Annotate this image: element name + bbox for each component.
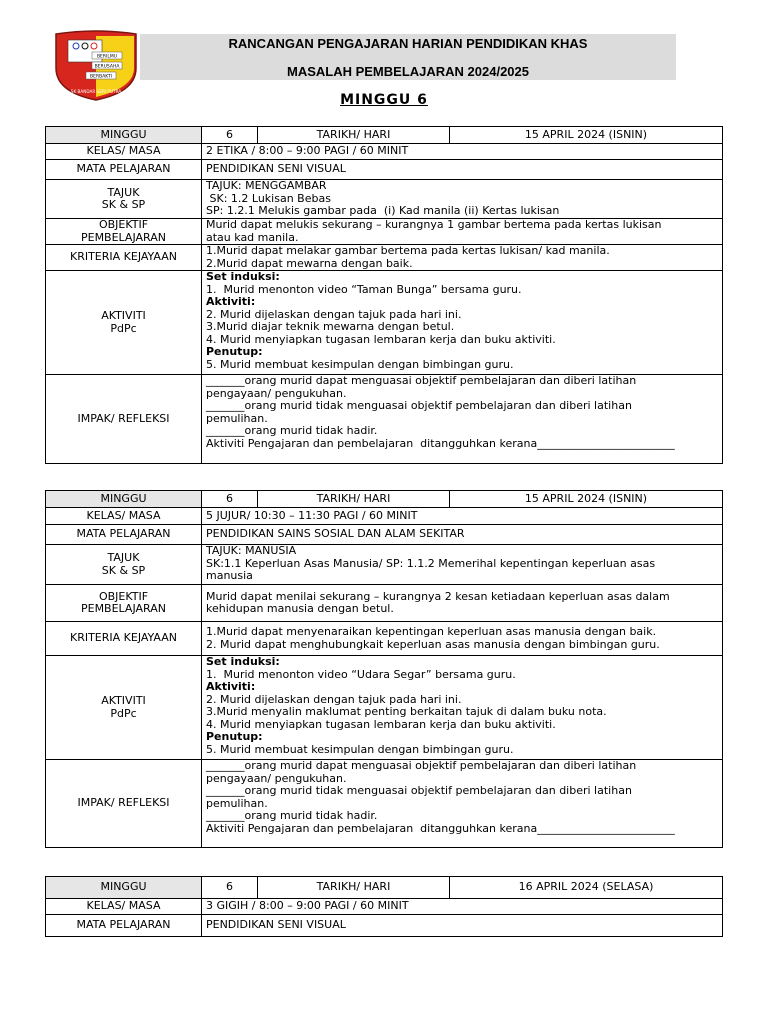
tarikh-value: 15 APRIL 2024 (ISNIN) bbox=[450, 127, 723, 144]
impak-label: IMPAK/ REFLEKSI bbox=[46, 375, 202, 464]
mata-pelajaran-label: MATA PELAJARAN bbox=[46, 525, 202, 545]
objektif-label: OBJEKTIF PEMBELAJARAN bbox=[46, 585, 202, 622]
tajuk-label: TAJUK SK & SP bbox=[46, 180, 202, 219]
tajuk-value: TAJUK: MANUSIA SK:1.1 Keperluan Asas Manusia/ SP: 1.1.2 Memerihal kepentingan keperluan asas manusia bbox=[202, 545, 723, 585]
kelas-value: 3 GIGIH / 8:00 – 9:00 PAGI / 60 MINIT bbox=[202, 899, 723, 915]
objektif-value: Murid dapat melukis sekurang – kurangnya 1 gambar bertema pada kertas lukisan atau kad manila. bbox=[202, 219, 723, 245]
kelas-label: KELAS/ MASA bbox=[46, 144, 202, 160]
mata-pelajaran-value: PENDIDIKAN SAINS SOSIAL DAN ALAM SEKITAR bbox=[202, 525, 723, 545]
objektif-label: OBJEKTIF PEMBELAJARAN bbox=[46, 219, 202, 245]
logo-banner-mid-text: BERUSAHA bbox=[94, 64, 120, 70]
kriteria-label: KRITERIA KEJAYAAN bbox=[46, 622, 202, 656]
lesson-plan-table-2 bbox=[45, 490, 723, 848]
document-title-line2: MASALAH PEMBELAJARAN 2024/2025 bbox=[286, 64, 529, 79]
lesson-plan-table-3 bbox=[45, 876, 723, 937]
minggu-label: MINGGU bbox=[46, 491, 202, 508]
mata-pelajaran-label: MATA PELAJARAN bbox=[46, 915, 202, 937]
objektif-value: Murid dapat menilai sekurang – kurangnya 2 kesan ketiadaan keperluan asas dalam kehidupan manusia dengan betul. bbox=[202, 585, 723, 622]
minggu-value: 6 bbox=[202, 491, 258, 508]
kelas-value: 2 ETIKA / 8:00 – 9:00 PAGI / 60 MINIT bbox=[202, 144, 723, 160]
minggu-value: 6 bbox=[202, 127, 258, 144]
tarikh-label: TARIKH/ HARI bbox=[258, 127, 450, 144]
tarikh-label: TARIKH/ HARI bbox=[258, 491, 450, 508]
aktiviti-value: Set induksi: 1. Murid menonton video “Taman Bunga” bersama guru. Aktiviti: 2. Murid dijelaskan dengan tajuk pada hari ini. 3.Murid diajar teknik mewarna dengan betul. 4. Murid menyiapkan tugasan lembaran kerja dan buku aktiviti. Penutup: 5. Murid membuat kesimpulan dengan bimbingan guru. bbox=[202, 271, 723, 375]
mata-pelajaran-label: MATA PELAJARAN bbox=[46, 160, 202, 180]
mata-pelajaran-value: PENDIDIKAN SENI VISUAL bbox=[202, 915, 723, 937]
impak-value: _______orang murid dapat menguasai objektif pembelajaran dan diberi latihan pengayaan/ pengukuhan. _______orang murid tidak menguasai objektif pembelajaran dan diberi latihan pemulihan. _______orang murid tidak hadir. Aktiviti Pengajaran dan pembelajaran ditangguhkan kerana_________________________ bbox=[202, 375, 723, 464]
tarikh-label: TARIKH/ HARI bbox=[258, 877, 450, 899]
aktiviti-label: AKTIVITI PdPc bbox=[46, 271, 202, 375]
impak-label: IMPAK/ REFLEKSI bbox=[46, 760, 202, 848]
logo-arc-text: SK BANDAR SERI PUTRA bbox=[70, 89, 122, 94]
kelas-label: KELAS/ MASA bbox=[46, 899, 202, 915]
kriteria-label: KRITERIA KEJAYAAN bbox=[46, 245, 202, 271]
logo-banner-low-text: BERBAKTI bbox=[90, 74, 112, 80]
logo-banner-top-text: BERILMU bbox=[96, 54, 118, 60]
mata-pelajaran-value: PENDIDIKAN SENI VISUAL bbox=[202, 160, 723, 180]
tajuk-label: TAJUK SK & SP bbox=[46, 545, 202, 585]
lesson-plan-table-1 bbox=[45, 126, 723, 464]
aktiviti-value: Set induksi: 1. Murid menonton video “Udara Segar” bersama guru. Aktiviti: 2. Murid dijelaskan dengan tajuk pada hari ini. 3.Murid menyalin maklumat penting berkaitan tajuk di dalam buku nota. 4. Murid menyiapkan tugasan lembaran kerja dan buku aktiviti. Penutup: 5. Murid membuat kesimpulan dengan bimbingan guru. bbox=[202, 656, 723, 760]
document-title-line1: RANCANGAN PENGAJARAN HARIAN PENDIDIKAN KHAS bbox=[228, 36, 588, 51]
minggu-value: 6 bbox=[202, 877, 258, 899]
tarikh-value: 15 APRIL 2024 (ISNIN) bbox=[450, 491, 723, 508]
tajuk-value: TAJUK: MENGGAMBAR SK: 1.2 Lukisan Bebas SP: 1.2.1 Melukis gambar pada (i) Kad manila (ii) Kertas lukisan bbox=[202, 180, 723, 219]
minggu-label: MINGGU bbox=[46, 877, 202, 899]
aktiviti-label: AKTIVITI PdPc bbox=[46, 656, 202, 760]
tarikh-value: 16 APRIL 2024 (SELASA) bbox=[450, 877, 723, 899]
kriteria-value: 1.Murid dapat melakar gambar bertema pada kertas lukisan/ kad manila. 2.Murid dapat mewarna dengan baik. bbox=[202, 245, 723, 271]
kelas-label: KELAS/ MASA bbox=[46, 508, 202, 525]
week-heading: MINGGU 6 bbox=[340, 92, 428, 108]
kriteria-value: 1.Murid dapat menyenaraikan kepentingan keperluan asas manusia dengan baik. 2. Murid dapat menghubungkait keperluan asas manusia dengan bimbingan guru. bbox=[202, 622, 723, 656]
document-title-box bbox=[140, 34, 676, 80]
minggu-label: MINGGU bbox=[46, 127, 202, 144]
kelas-value: 5 JUJUR/ 10:30 – 11:30 PAGI / 60 MINIT bbox=[202, 508, 723, 525]
impak-value: _______orang murid dapat menguasai objektif pembelajaran dan diberi latihan pengayaan/ pengukuhan. _______orang murid tidak menguasai objektif pembelajaran dan diberi latihan pemulihan. _______orang murid tidak hadir. Aktiviti Pengajaran dan pembelajaran ditangguhkan kerana_________________________ bbox=[202, 760, 723, 848]
